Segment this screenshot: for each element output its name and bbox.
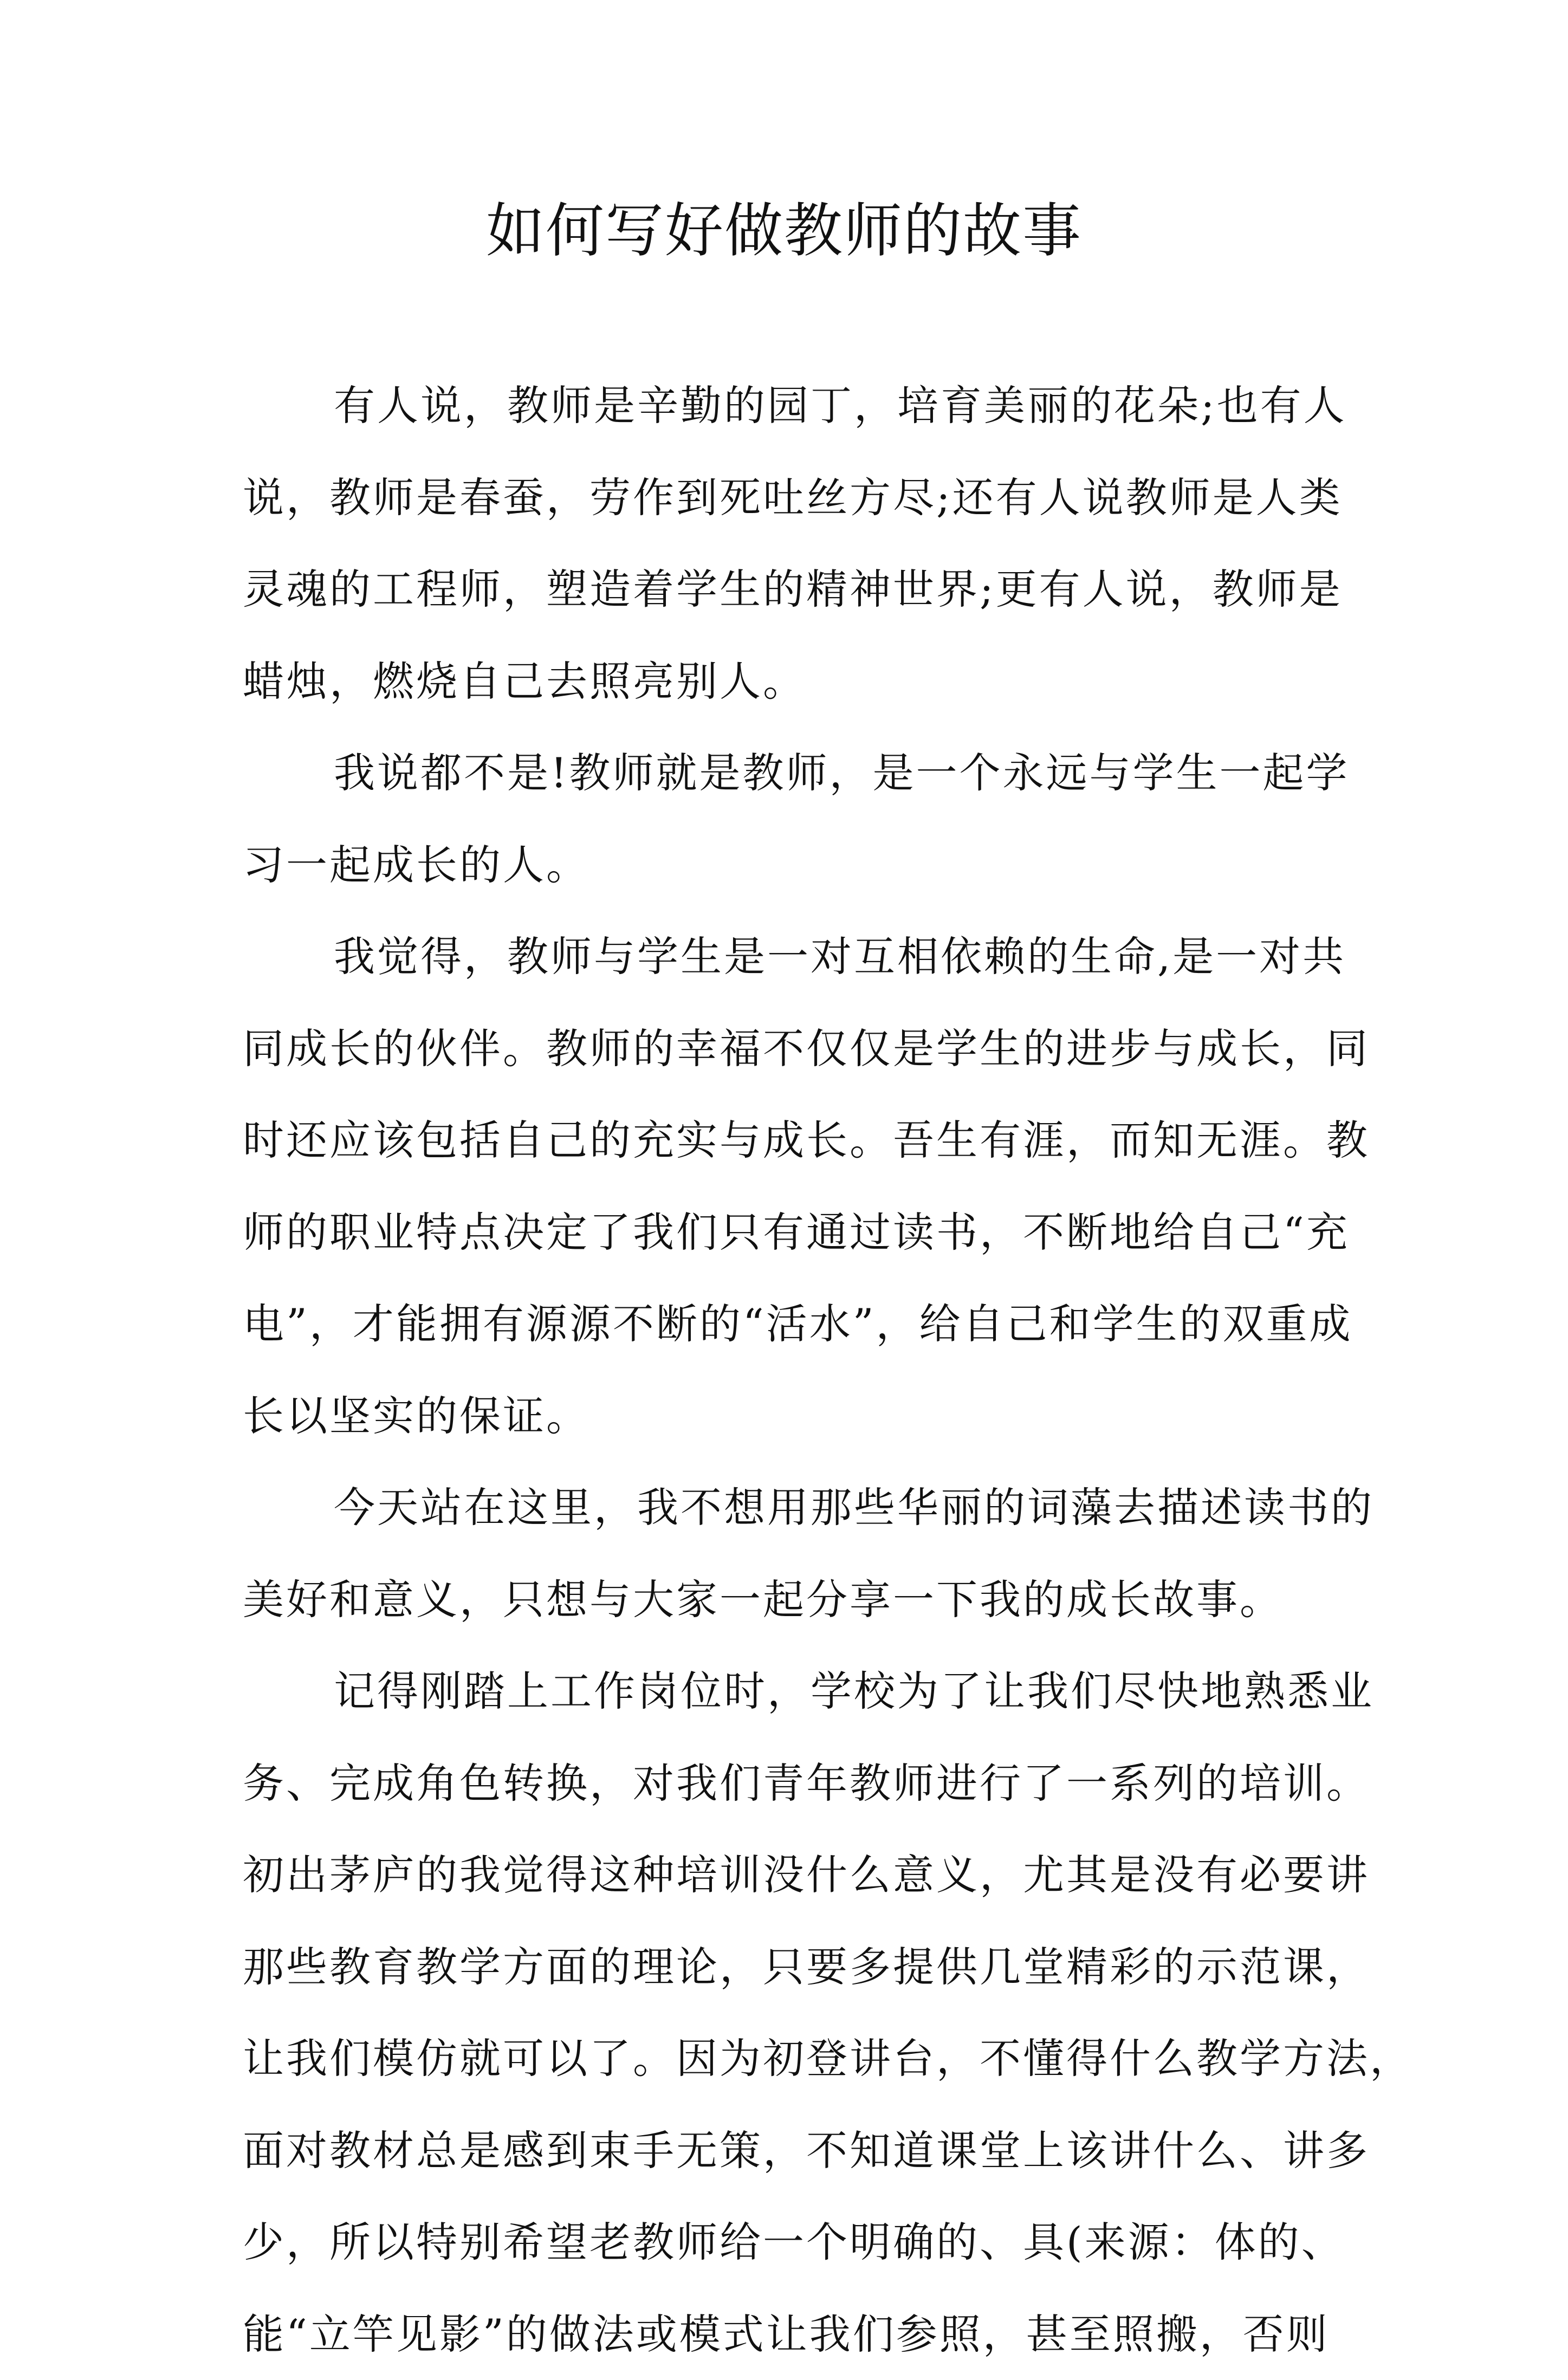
paragraph-1 [243,360,1348,727]
text-line: 有人说，教师是辛勤的园丁，培育美丽的花朵;也有人 [243,360,1348,452]
text-line: 记得刚踏上工作岗位时，学校为了让我们尽快地熟悉业 [243,1645,1348,1737]
text-line: 美好和意义，只想与大家一起分享一下我的成长故事。 [243,1554,1348,1646]
text-line: 蜡烛，燃烧自己去照亮别人。 [243,635,1348,728]
text-line: 面对教材总是感到束手无策，不知道课堂上该讲什么、讲多 [243,2105,1348,2197]
text-line: 初出茅庐的我觉得这种培训没什么意义，尤其是没有必要讲 [243,1829,1348,1921]
text-line: 说，教师是春蚕，劳作到死吐丝方尽;还有人说教师是人类 [243,452,1348,544]
paragraph-4 [243,1462,1348,1645]
text-line: 灵魂的工程师，塑造着学生的精神世界;更有人说，教师是 [243,543,1348,635]
text-line: 能“立竿见影”的做法或模式让我们参照，甚至照搬，否则 [243,2288,1348,2380]
text-line: 少，所以特别希望老教师给一个明确的、具(来源：体的、 [243,2196,1348,2288]
text-line: 习一起成长的人。 [243,819,1348,911]
text-line: 我说都不是!教师就是教师，是一个永远与学生一起学 [243,727,1348,819]
text-line: 同成长的伙伴。教师的幸福不仅仅是学生的进步与成长，同 [243,1003,1348,1095]
text-line: 务、完成角色转换，对我们青年教师进行了一系列的培训。 [243,1737,1348,1830]
document-title: 如何写好做教师的故事 [0,191,1568,272]
paragraph-5 [243,1645,1348,2380]
text-line: 我觉得，教师与学生是一对互相依赖的生命,是一对共 [243,911,1348,1003]
text-line: 那些教育教学方面的理论，只要多提供几堂精彩的示范课， [243,1921,1348,2013]
text-line: 今天站在这里，我不想用那些华丽的词藻去描述读书的 [243,1462,1348,1554]
text-line: 师的职业特点决定了我们只有通过读书，不断地给自己“充 [243,1186,1348,1279]
text-line: 让我们模仿就可以了。因为初登讲台，不懂得什么教学方法， [243,2013,1348,2105]
text-line: 电”，才能拥有源源不断的“活水”，给自己和学生的双重成 [243,1278,1348,1370]
document-body [243,360,1348,2380]
paragraph-2 [243,727,1348,911]
paragraph-3 [243,911,1348,1462]
text-line: 长以坚实的保证。 [243,1370,1348,1462]
text-line: 时还应该包括自己的充实与成长。吾生有涯，而知无涯。教 [243,1094,1348,1186]
